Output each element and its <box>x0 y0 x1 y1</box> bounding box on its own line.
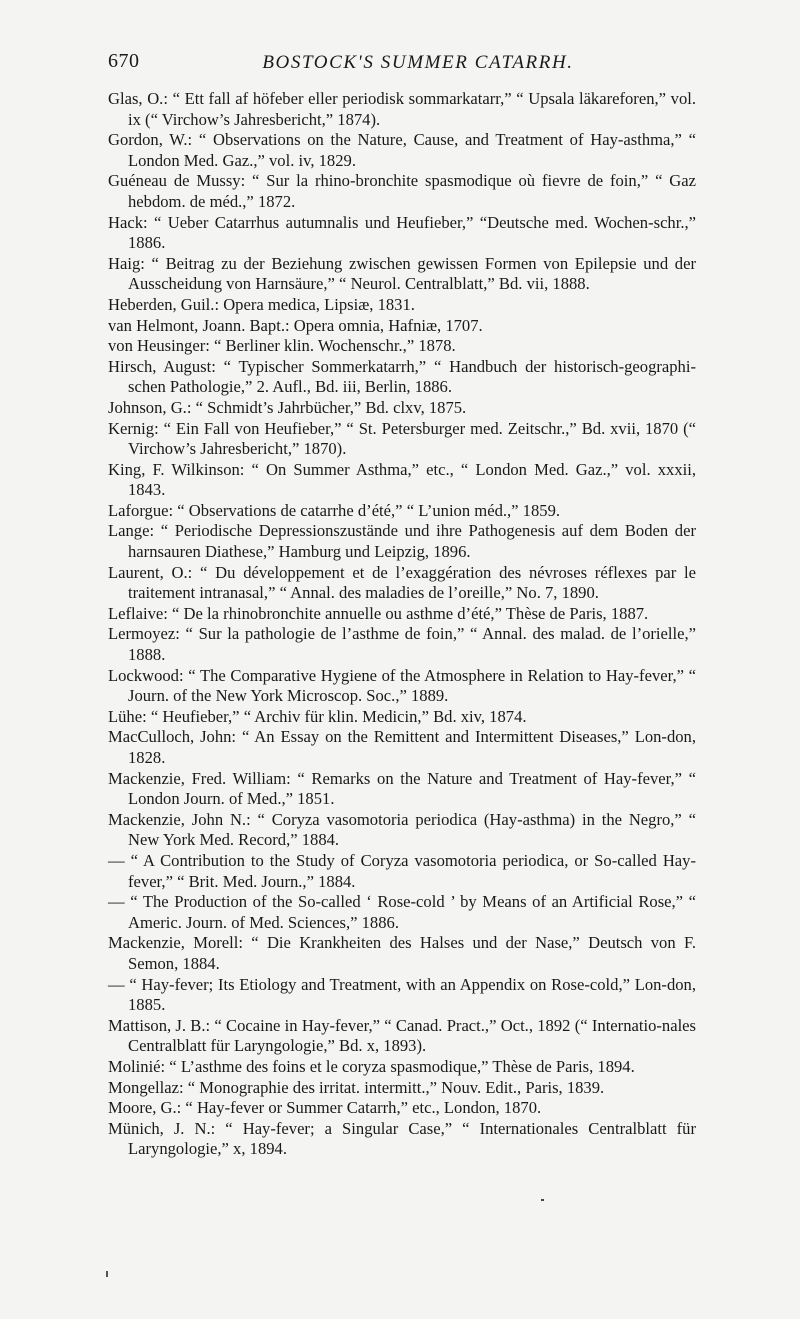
bibliography-entry: Heberden, Guil.: Opera medica, Lipsiæ, 1831. <box>108 294 415 314</box>
bibliography-entry: Haig: “ Beitrag zu der Beziehung zwischen gewissen Formen von Epilepsie und der Ausscheidung von Harnsäure,” “ Neurol. Centralblatt,” Bd. vii, 1888. <box>108 253 696 294</box>
bibliography-entry: Lühe: “ Heufieber,” “ Archiv für klin. Medicin,” Bd. xiv, 1874. <box>108 706 527 726</box>
bibliography-entry: Laforgue: “ Observations de catarrhe d’été,” “ L’union méd.,” 1859. <box>108 500 561 520</box>
bibliography-entry: Laurent, O.: “ Du développement et de l’exaggération des névroses réflexes par le traitement intranasal,” “ Annal. des maladies de l’oreille,” No. 7, 1890. <box>108 562 696 603</box>
bibliography-entry: Leflaive: “ De la rhinobronchite annuelle ou asthme d’été,” Thèse de Paris, 1887. <box>108 603 649 623</box>
bibliography-entry: — “ A Contribution to the Study of Coryza vasomotoria periodica, or So-called Hay-fever,” “ Brit. Med. Journ.,” 1884. <box>108 850 696 891</box>
bibliography-entry: Lermoyez: “ Sur la pathologie de l’asthme de foin,” “ Annal. des malad. de l’orielle,” 1888. <box>108 624 696 665</box>
bibliography-entry: Glas, O.: “ Ett fall af höfeber eller periodisk sommarkatarr,” “ Upsala läkareforen,” vol. ix (“ Virchow’s Jahresbericht,” 1874). <box>108 89 696 129</box>
bibliography-entry: Münich, J. N.: “ Hay-fever; a Singular Case,” “ Internationales Centralblatt für Laryngologie,” x, 1894. <box>108 1118 696 1159</box>
bibliography-list <box>108 89 696 1160</box>
bibliography-entry: Guéneau de Mussy: “ Sur la rhino-bronchite spasmodique où fievre de foin,” “ Gaz hebdom. de méd.,” 1872. <box>108 171 696 211</box>
bibliography-entry: — “ The Production of the So-called ‘ Rose-cold ’ by Means of an Artificial Rose,” “ Americ. Journ. of Med. Sciences,” 1886. <box>108 892 696 932</box>
bibliography-entry: Molinié: “ L’asthme des foins et le coryza spasmodique,” Thèse de Paris, 1894. <box>108 1056 635 1076</box>
print-speck <box>541 1199 544 1201</box>
bibliography-entry: Lockwood: “ The Comparative Hygiene of the Atmosphere in Relation to Hay-fever,” “ Journ. of the New York Microscop. Soc.,” 1889. <box>108 665 696 706</box>
bibliography-entry: Johnson, G.: “ Schmidt’s Jahrbücher,” Bd. clxv, 1875. <box>108 397 467 417</box>
bibliography-entry: Mattison, J. B.: “ Cocaine in Hay-fever,” “ Canad. Pract.,” Oct., 1892 (“ Internatio-nales Centralblatt für Laryngologie,” Bd. x, 1893). <box>108 1015 696 1056</box>
bibliography-entry: King, F. Wilkinson: “ On Summer Asthma,” etc., “ London Med. Gaz.,” vol. xxxii, 1843. <box>108 459 696 500</box>
page-header <box>108 50 708 80</box>
bibliography-entry: Hirsch, August: “ Typischer Sommerkatarrh,” “ Handbuch der historisch-geographi-schen Pathologie,” 2. Aufl., Bd. iii, Berlin, 1886. <box>108 356 696 397</box>
bibliography-entry: Mackenzie, Morell: “ Die Krankheiten des Halses und der Nase,” Deutsch von F. Semon, 1884. <box>108 933 696 973</box>
bibliography-entry: Kernig: “ Ein Fall von Heufieber,” “ St. Petersburger med. Zeitschr.,” Bd. xvii, 1870 (“ Virchow’s Jahresbericht,” 1870). <box>108 418 696 459</box>
bibliography-entry: Lange: “ Periodische Depressionszustände und ihre Pathogenesis auf dem Boden der harnsauren Diathese,” Hamburg und Leipzig, 1896. <box>108 521 696 562</box>
bibliography-entry: Mackenzie, John N.: “ Coryza vasomotoria periodica (Hay-asthma) in the Negro,” “ New York Med. Record,” 1884. <box>108 809 696 850</box>
bibliography-entry: — “ Hay-fever; Its Etiology and Treatment, with an Appendix on Rose-cold,” Lon-don, 1885. <box>108 974 696 1015</box>
bibliography-entry: MacCulloch, John: “ An Essay on the Remittent and Intermittent Diseases,” Lon-don, 1828. <box>108 727 696 767</box>
bibliography-entry: Mackenzie, Fred. William: “ Remarks on the Nature and Treatment of Hay-fever,” “ London Journ. of Med.,” 1851. <box>108 768 696 809</box>
bibliography-entry: Hack: “ Ueber Catarrhus autumnalis und Heufieber,” “Deutsche med. Wochen-schr.,” 1886. <box>108 212 696 253</box>
bibliography-entry: Moore, G.: “ Hay-fever or Summer Catarrh,” etc., London, 1870. <box>108 1098 542 1118</box>
bibliography-entry: van Helmont, Joann. Bapt.: Opera omnia, Hafniæ, 1707. <box>108 315 483 335</box>
print-speck <box>106 1271 108 1277</box>
page-number: 670 <box>108 50 140 72</box>
bibliography-entry: Mongellaz: “ Monographie des irritat. intermitt.,” Nouv. Edit., Paris, 1839. <box>108 1077 605 1097</box>
running-title: BOSTOCK'S SUMMER CATARRH. <box>262 52 574 73</box>
bibliography-entry: Gordon, W.: “ Observations on the Nature, Cause, and Treatment of Hay-asthma,” “ London Med. Gaz.,” vol. iv, 1829. <box>108 130 696 170</box>
bibliography-entry: von Heusinger: “ Berliner klin. Wochenschr.,” 1878. <box>108 336 456 356</box>
